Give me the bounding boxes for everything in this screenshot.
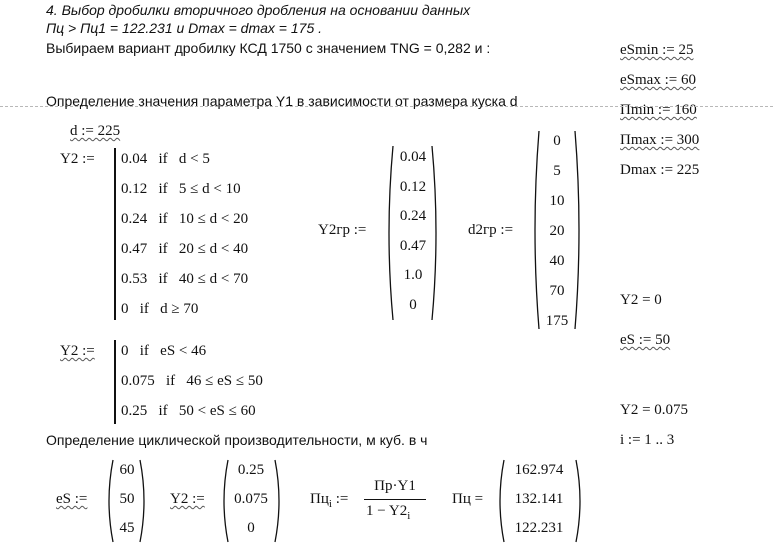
vector-cell: 50: [119, 491, 135, 507]
y1-section-title: Определение значения параметра Y1 в зависимости от размера куска d: [46, 93, 518, 109]
d-assignment-text: d := 225: [70, 123, 121, 139]
denominator-main: 1 − Y2: [366, 503, 408, 519]
vector-cell: 122.231: [514, 520, 564, 536]
dmax-definition[interactable]: Dmax := 225: [620, 162, 700, 178]
vector-cell: 0.12: [399, 178, 427, 195]
vector-cell: 0.04: [399, 149, 427, 165]
selection-text: Выбираем вариант дробилку КСД 1750 с значением TNG = 0,282 и :: [46, 40, 491, 56]
y2-es-label[interactable]: [60, 343, 95, 360]
vector-cell: 175: [545, 313, 569, 329]
y2gr-left-paren: [383, 144, 395, 322]
es-assignment-text: eS := 50: [620, 332, 671, 348]
es-vector-label[interactable]: [56, 491, 87, 508]
vector-cell: 0.25: [237, 462, 265, 478]
case-row: 0.075 if 46 ≤ eS ≤ 50: [121, 373, 263, 389]
y2-es-label-text: Y2 :=: [60, 343, 95, 359]
y2-es-bracket: [114, 340, 116, 424]
vector-cell: 70: [549, 283, 565, 299]
fraction-bar: [364, 499, 426, 500]
pc-right-paren: [574, 458, 586, 544]
y2-size-bracket: [114, 148, 116, 320]
assign-operator: :=: [335, 491, 349, 507]
y2-size-label[interactable]: Y2 :=: [60, 151, 95, 167]
pmin-text: Пmin := 160: [620, 102, 697, 118]
vector-cell: 132.141: [514, 491, 564, 507]
vector-cell: 1.0: [403, 267, 423, 283]
pc-i-name: Пц: [310, 491, 329, 507]
pc-result-label[interactable]: Пц =: [452, 491, 484, 507]
es-vector-label-text: eS :=: [56, 491, 88, 507]
es-assignment[interactable]: [620, 332, 670, 349]
case-row: 0.25 if 50 < eS ≤ 60: [121, 403, 256, 419]
formula-numerator: Пр·Y1: [374, 478, 416, 494]
pmin-definition[interactable]: [620, 102, 697, 119]
y2-size-result[interactable]: Y2 = 0: [620, 292, 662, 308]
productivity-title: Определение циклической производительности, м куб. в ч: [46, 432, 428, 448]
vector-cell: 10: [549, 193, 565, 209]
i-range[interactable]: i := 1 .. 3: [620, 432, 675, 448]
pc-i-formula-lhs[interactable]: [310, 491, 348, 510]
case-row: 0.04 if d < 5: [121, 151, 210, 167]
pmax-text: Пmax := 300: [620, 132, 700, 148]
vector-cell: 20: [549, 223, 565, 239]
vector-cell: 0: [247, 520, 255, 536]
denominator-subscript: i: [407, 510, 411, 522]
vector-cell: 0.47: [399, 237, 427, 254]
case-row: 0 if eS < 46: [121, 343, 207, 359]
pmax-definition[interactable]: [620, 132, 699, 149]
case-row: 0.24 if 10 ≤ d < 20: [121, 211, 249, 227]
y2-es-result[interactable]: Y2 = 0.075: [620, 402, 689, 418]
vector-cell: 60: [119, 462, 135, 478]
d-assignment[interactable]: [70, 123, 120, 140]
vector-cell: 0: [409, 296, 417, 313]
pc-i-subscript: i: [328, 498, 332, 510]
case-row: 0 if d ≥ 70: [121, 301, 199, 317]
condition-line: Пц > Пц1 = 122.231 и Dmax = dmax = 175 .: [46, 20, 323, 36]
vector-cell: 0.075: [234, 491, 268, 507]
y2v-right-paren: [273, 458, 285, 544]
esmin-text: eSmin := 25: [620, 42, 694, 58]
esmax-definition[interactable]: [620, 72, 696, 89]
case-row: 0.47 if 20 ≤ d < 40: [121, 241, 249, 257]
d2gr-label[interactable]: d2гр :=: [468, 222, 514, 238]
case-row: 0.12 if 5 ≤ d < 10: [121, 181, 241, 197]
vector-cell: 40: [549, 253, 565, 269]
case-row: 0.53 if 40 ≤ d < 70: [121, 271, 249, 287]
vector-cell: 162.974: [514, 462, 564, 478]
y2gr-label[interactable]: Y2гр :=: [318, 222, 367, 238]
vector-cell: 5: [553, 163, 561, 179]
y2-vector-label[interactable]: [170, 491, 205, 508]
vector-cell: 45: [119, 520, 135, 536]
esmax-text: eSmax := 60: [620, 72, 696, 88]
y2-vector-label-text: Y2 :=: [170, 491, 205, 507]
vector-cell: 0: [553, 133, 561, 149]
y2gr-right-paren: [430, 144, 442, 322]
formula-denominator: [366, 503, 410, 522]
vector-cell: 0.24: [399, 208, 427, 224]
esmin-definition[interactable]: [620, 42, 693, 59]
section-heading: 4. Выбор дробилки вторичного дробления на основании данных: [46, 2, 471, 18]
